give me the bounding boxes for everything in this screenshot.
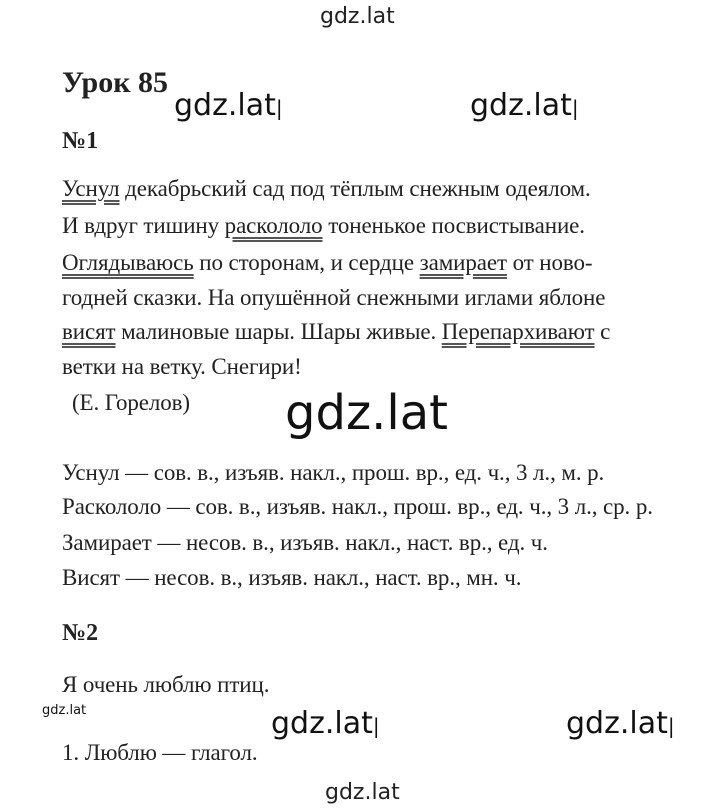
text-line-5: висят малиновые шары. Шары живые. Перепархивают с — [62, 319, 611, 344]
task2-item1: 1. Люблю — глагол. — [62, 740, 258, 765]
watermark-header-right: gdz.lat| — [470, 88, 579, 123]
task2-number: №2 — [62, 620, 99, 646]
watermark-top: gdz.lat — [320, 4, 395, 29]
task2-sentence: Я очень люблю птиц. — [62, 672, 270, 697]
watermark-header-left: gdz.lat| — [174, 88, 283, 123]
predicate-uslnul: Уснул — [62, 176, 120, 201]
predicate-raskololo: раскололо — [224, 213, 323, 238]
predicate-zamiraet: замирает — [419, 250, 507, 275]
watermark-lower-right: gdz.lat| — [566, 706, 675, 741]
watermark-lower-mid: gdz.lat| — [271, 706, 380, 741]
analysis-line-2: Раскололо — сов. в., изъяв. накл., прош. вр., ед. ч., 3 л., ср. р. — [62, 494, 653, 519]
predicate-pereparkhivayut: Перепархивают — [441, 319, 595, 344]
text-line-1: Уснул декабрьский сад под тёплым снежным одеялом. — [62, 176, 591, 201]
analysis-line-1: Уснул — сов. в., изъяв. накл., прош. вр., ед. ч., 3 л., м. р. — [62, 460, 605, 485]
predicate-visyat: висят — [62, 319, 116, 344]
watermark-center: gdz.lat — [285, 385, 448, 441]
author-line: (Е. Горелов) — [72, 390, 190, 415]
analysis-line-3: Замирает — несов. в., изъяв. накл., наст. вр., ед. ч. — [62, 530, 548, 555]
text-line-4: годней сказки. На опушённой снежными иглами яблоне — [62, 285, 606, 310]
watermark-bottom: gdz.lat — [325, 780, 400, 805]
text-line-2: И вдруг тишину раскололо тоненькое посвистывание. — [62, 213, 585, 238]
predicate-oglyadyvayus: Оглядываюсь — [62, 250, 194, 275]
lesson-title: Урок 85 — [62, 66, 169, 99]
watermark-tiny-left: gdz.lat — [42, 703, 87, 718]
text-line-3: Оглядываюсь по сторонам, и сердце замирает от ново- — [62, 250, 593, 275]
analysis-line-4: Висят — несов. в., изъяв. накл., наст. вр., мн. ч. — [62, 565, 522, 590]
text-line-6: ветки на ветку. Снегири! — [62, 354, 302, 379]
task1-number: №1 — [62, 128, 99, 154]
